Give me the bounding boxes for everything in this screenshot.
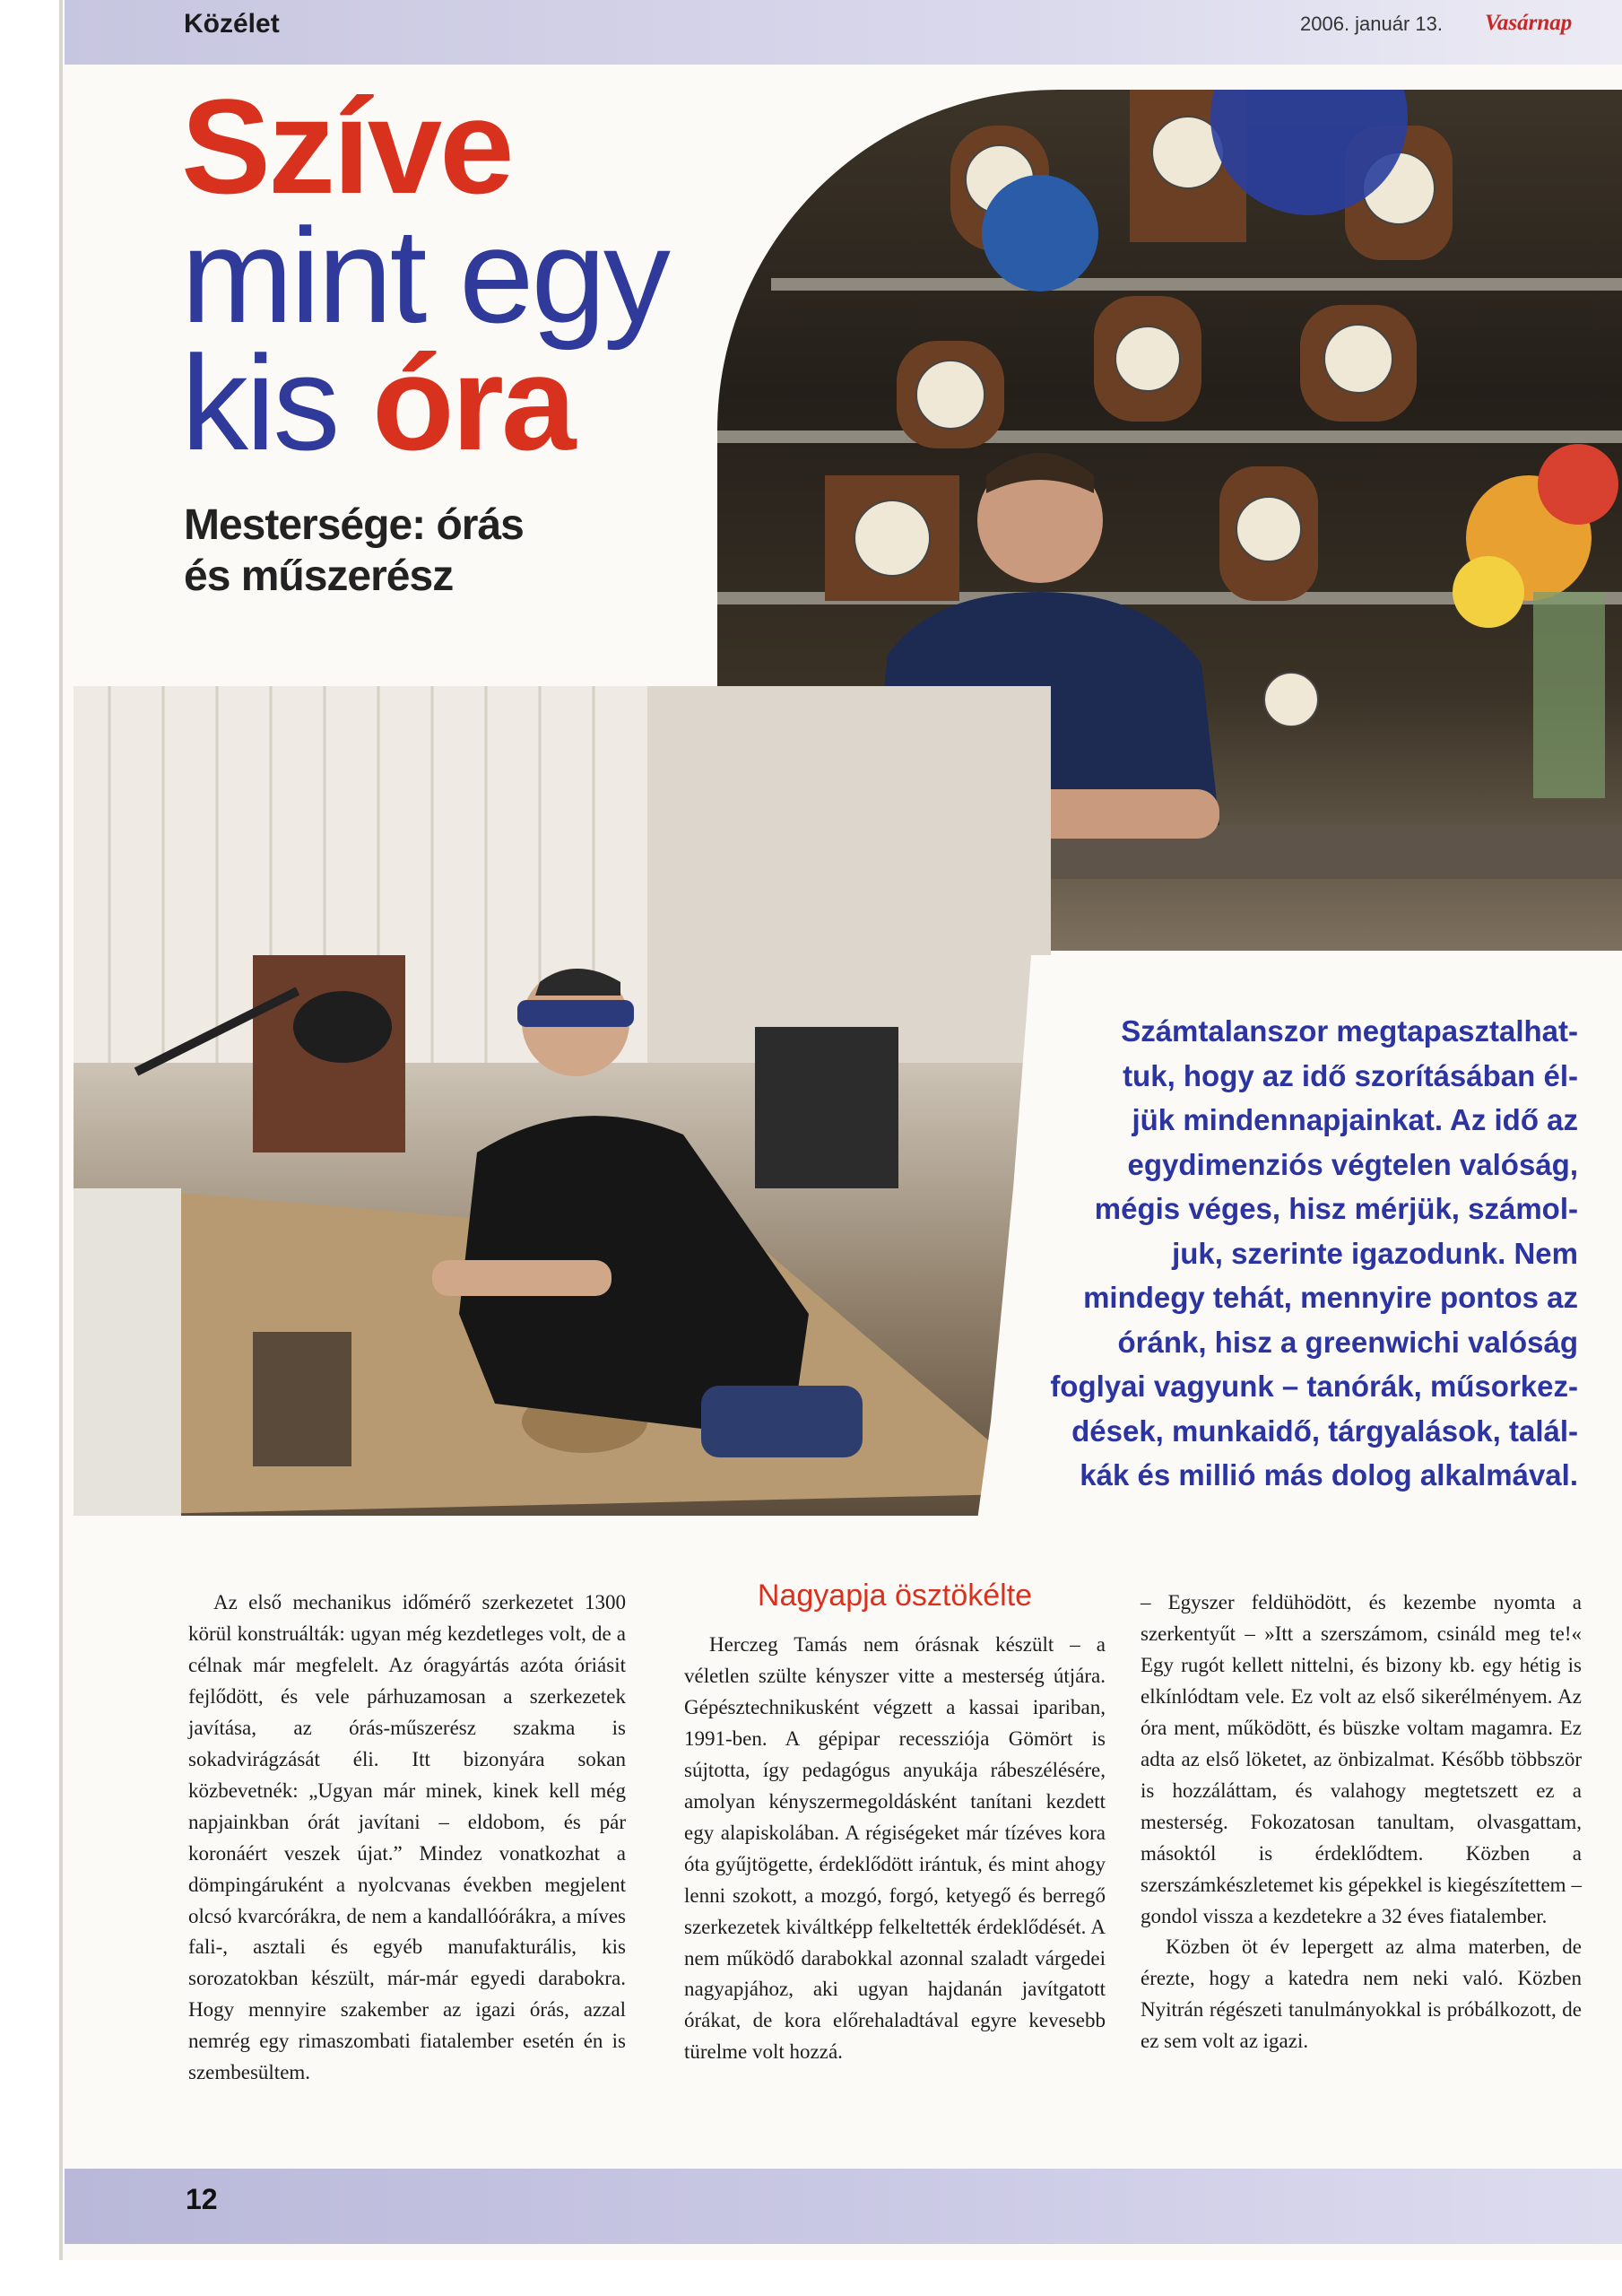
body-column-3 [1141, 1587, 1582, 2057]
quote-line: kák és millió más dolog alkalmával. [1080, 1458, 1578, 1492]
body-paragraph: Közben öt év lepergett az alma materben, de érezte, hogy a katedra nem neki való. Közben Nyitrán régészeti tanulmányokkal is próbálkozott, de ez sem volt az igazi. [1141, 1935, 1582, 2053]
subtitle-line-1: Mestersége: órás [184, 501, 524, 549]
quote-line: egydimenziós végtelen valóság, [1127, 1147, 1578, 1181]
subtitle-line-2: és műszerész [184, 552, 454, 600]
footer-band [65, 2169, 1622, 2244]
workbench-illustration [74, 686, 1051, 1516]
title-word-kis: kis [181, 327, 338, 478]
quote-line: mindegy tehát, mennyire pontos az [1083, 1281, 1578, 1314]
article-subtitle [184, 500, 650, 602]
publication-logo: Vasárnap [1485, 11, 1573, 35]
quote-line: dések, munkaidő, tárgyalások, talál- [1071, 1413, 1578, 1448]
issue-date: 2006. január 13. [1300, 13, 1444, 35]
section-subhead: Nagyapja ösztökélte [757, 1578, 1033, 1613]
body-column-2 [684, 1578, 1106, 2068]
title-word-ora: óra [372, 327, 574, 478]
quote-line: Számtalanszor megtapasztalhat- [1121, 1014, 1578, 1048]
quote-line: mégis véges, hisz mérjük, számol- [1094, 1192, 1578, 1225]
title-line-3 [181, 327, 791, 478]
page-number: 12 [186, 2183, 218, 2215]
body-paragraph: Az első mechanikus időmérő szerkezetet 1300 körül konstruálták: ugyan még kezdetleges volt, de a célnak már megfelelt. Az óragyártás azóta óriásit fejlődött, és vele párhuzamosan a szerkezetek javítása, az órás-műszerész szakma is sokadvirágzását éli. Itt bizonyára sokan közbevetnék: „Ugyan már minek, kinek kell még napjainkban órát javítani – eldobom, és pár koronáért veszek újat.” Mindez vonatkozhat a dömpingáruként a nyolcvanas években megjelent olcsó kvarcórákra, de nem a kandallóórákra, a míves fali-, asztali és egyéb manufakturális, kis sorozatokban készült, már-már egyedi darabokra. Hogy mennyire szakember az igazi órás, azzal nemrég egy rimaszombati fiatalember esetén én is szembesültem. [188, 1591, 626, 2084]
quote-line: jük mindennapjainkat. Az idő az [1132, 1103, 1578, 1136]
body-paragraph: – Egyszer feldühödött, és kezembe nyomta a szerkentyűt – »Itt a szerszámom, csináld meg te!« Egy rugót kellett nittelni, és bizony kb. egy hétig is elkínlódtam vele. Ez volt az első sikerélményem. Az óra ment, működött, és büszke voltam magamra. Ez adta az első löketet, az önbizalmat. Később többször is hozzáláttam, és valahogy megtetszett ez a mesterség. Fokozatosan tanultam, olvasgattam, másoktól is érdeklődtem. Közben a szerszámkészletemet kis gépekkel is kiegészítettem – gondol vissza a kezdetekre a 32 éves fiatalember. [1141, 1591, 1582, 1927]
page-bottom-margin [0, 2260, 1622, 2296]
title-line-1: Szíve [181, 71, 512, 222]
body-paragraph: Herczeg Tamás nem órásnak készült – a véletlen szülte kényszer vitte a mesterség útjára. Gépésztechnikusként végzett a kassai ipariban, 1991-ben. A gépipar recessziója Gömört is sújtotta, így pedagógus anyukája rábeszélésére, amolyan kényszermegoldásként tanítani kezdett egy alapiskolában. A régiségeket már tízéves kora óta gyűjtögette, érdeklődött irántuk, és mint ahogy lenni szokott, a mozgó, forgó, ketyegő és berregő szerkezetek kiváltképp felkeltették érdeklődését. A nem működő darabokkal azonnal szaladt várgedei nagyapjához, aki ugyan hajdanán javítgatott órákat, de kora előrehaladtával egyre kevesebb türelme volt hozzá. [684, 1633, 1106, 2064]
article-title [181, 71, 791, 478]
body-column-1 [188, 1587, 626, 2089]
quote-line: óránk, hisz a greenwichi valóság [1117, 1325, 1578, 1359]
quote-line: juk, szerinte igazodunk. Nem [1172, 1236, 1578, 1270]
quote-line: foglyai vagyunk – tanórák, műsorkez- [1050, 1370, 1578, 1403]
quote-line: tuk, hogy az idő szorításában él- [1123, 1058, 1578, 1092]
title-line-2: mint egy [181, 200, 668, 351]
pull-quote [968, 1009, 1578, 1498]
section-label: Közélet [184, 9, 280, 39]
workbench-photo [74, 686, 1051, 1516]
